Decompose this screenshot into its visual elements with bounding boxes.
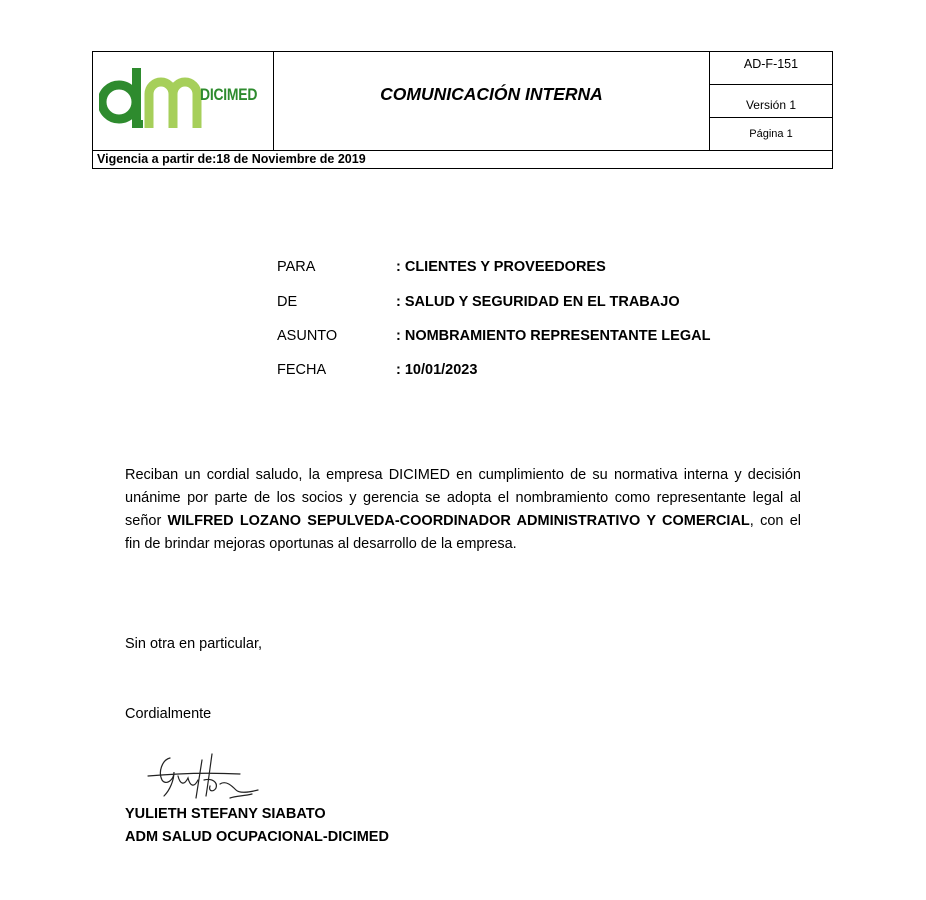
field-value: : NOMBRAMIENTO REPRESENTANTE LEGAL [396, 328, 711, 344]
validity-date: Vigencia a partir de:18 de Noviembre de 2019 [93, 150, 832, 168]
field-asunto [277, 328, 797, 350]
field-value: : SALUD Y SEGURIDAD EN EL TRABAJO [396, 294, 680, 310]
field-de [277, 294, 797, 316]
closing-salutation: Cordialmente [125, 706, 212, 722]
body-text-part2: , con el fin de brindar mejoras oportunas al desarrollo de la empresa. [125, 513, 801, 552]
title-cell [274, 52, 710, 150]
field-value: : CLIENTES Y PROVEEDORES [396, 259, 606, 275]
closing-line: Sin otra en particular, [125, 636, 263, 652]
field-value: : 10/01/2023 [396, 362, 478, 378]
meta-cell [710, 52, 832, 150]
field-label: DE [277, 294, 298, 310]
field-label: ASUNTO [277, 328, 338, 344]
body-paragraph [125, 464, 801, 556]
logo-text: DICIMED [200, 85, 258, 104]
signer-name: YULIETH STEFANY SIABATO [125, 806, 326, 822]
body-text-bold: WILFRED LOZANO SEPULVEDA-COORDINADOR ADMINISTRATIVO Y COMERCIAL [167, 513, 750, 529]
handwritten-signature [140, 750, 265, 810]
document-title: COMUNICACIÓN INTERNA [380, 83, 603, 104]
document-page: Página 1 [749, 128, 793, 140]
field-label: FECHA [277, 362, 327, 378]
document-code: AD-F-151 [710, 52, 832, 85]
document-version: Versión 1 [710, 85, 832, 118]
field-fecha [277, 362, 797, 384]
body-text-part1: Reciban un cordial saludo, la empresa DICIMED en cumplimiento de su normativa interna y decisión unánime por parte de los socios y gerencia se adopta el nombramiento como representante legal al señor [125, 467, 801, 529]
signer-title: ADM SALUD OCUPACIONAL-DICIMED [125, 829, 389, 845]
document-header [92, 51, 833, 169]
field-label: PARA [277, 259, 316, 275]
logo-cell [93, 52, 274, 150]
field-para [277, 259, 797, 281]
